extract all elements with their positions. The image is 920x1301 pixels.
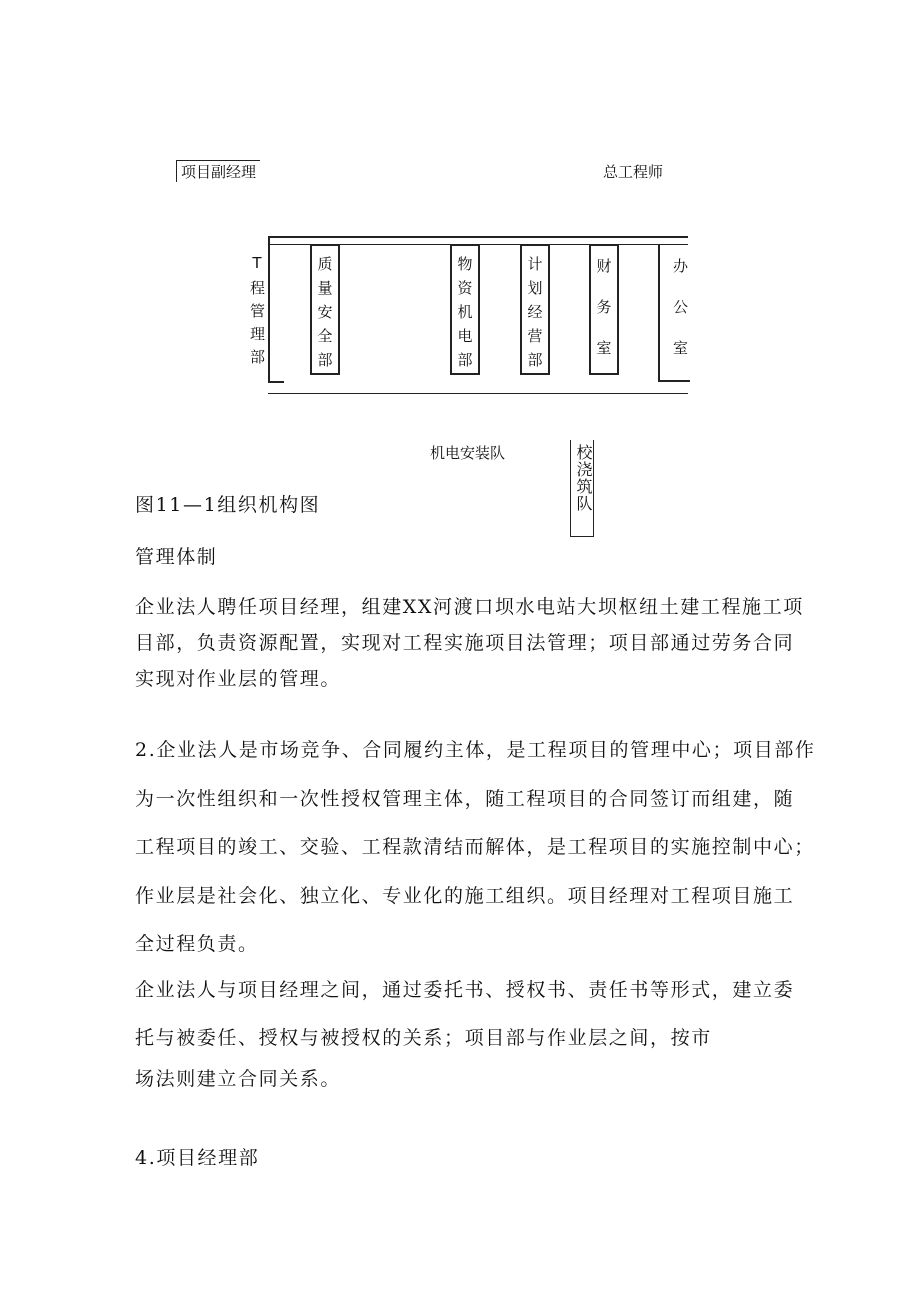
paragraph-2-line-1: 2.企业法人是市场竞争、合同履约主体，是工程项目的管理中心；项目部作 bbox=[135, 739, 816, 761]
chief-engineer-label: 总工程师 bbox=[603, 163, 664, 181]
dept-label-quality-safety: 质量安全部 bbox=[315, 256, 334, 376]
paragraph-3-line-2: 托与被委任、授权与被授权的关系；项目部与作业层之间，按市 bbox=[135, 1027, 712, 1049]
engineering-dept-bracket bbox=[268, 236, 284, 383]
paragraph-1 bbox=[135, 589, 804, 697]
dept-label-materials: 物资机电部 bbox=[455, 256, 474, 376]
paragraph-2-line-2: 为一次性组织和一次性授权管理主体，随工程项目的合同签订而组建，随 bbox=[135, 787, 795, 810]
org-bottom-line bbox=[268, 393, 688, 394]
dept-label-finance: 财务室 bbox=[594, 258, 613, 381]
pouring-team-label: 校浇筑队 bbox=[574, 444, 593, 512]
dept-label-planning: 计划经营部 bbox=[525, 256, 544, 376]
management-heading: 管理体制 bbox=[135, 546, 218, 568]
dept-box-planning bbox=[520, 245, 550, 375]
paragraph-1-line-1: 企业法人聘任项目经理，组建XX河渡口坝水电站大坝枢纽土建工程施工项 bbox=[135, 596, 804, 618]
deputy-project-manager-box bbox=[176, 160, 260, 182]
engineering-dept-label: T程管理部 bbox=[248, 254, 266, 372]
office-label: 办公室 bbox=[671, 258, 689, 381]
org-bus-line bbox=[268, 236, 688, 238]
paragraph-3-line-3: 场法则建立合同关系。 bbox=[135, 1068, 342, 1090]
paragraph-1-line-2: 目部，负责资源配置，实现对工程实施项目法管理；项目部通过劳务合同 bbox=[135, 632, 795, 654]
deputy-project-manager-label: 项目副经理 bbox=[181, 163, 257, 181]
electromech-team-label: 机电安装队 bbox=[430, 444, 506, 462]
paragraph-2-line-4: 作业层是社会化、独立化、专业化的施工组织。项目经理对工程项目施工 bbox=[135, 884, 795, 907]
paragraph-3 bbox=[135, 966, 795, 1062]
paragraph-2-line-5: 全过程负责。 bbox=[135, 933, 259, 955]
dept-box-finance bbox=[589, 245, 619, 381]
paragraph-2 bbox=[135, 726, 816, 969]
section-heading-4: 4.项目经理部 bbox=[135, 1147, 260, 1169]
paragraph-2-line-3: 工程项目的竣工、交验、工程款清结而解体，是工程项目的实施控制中心； bbox=[135, 836, 815, 858]
figure-caption: 图11—1组织机构图 bbox=[135, 494, 321, 516]
paragraph-3-line-1: 企业法人与项目经理之间，通过委托书、授权书、责任书等形式，建立委 bbox=[135, 979, 795, 1001]
dept-box-quality-safety bbox=[310, 245, 340, 375]
dept-box-materials bbox=[450, 245, 480, 375]
paragraph-1-line-3: 实现对作业层的管理。 bbox=[135, 668, 342, 690]
